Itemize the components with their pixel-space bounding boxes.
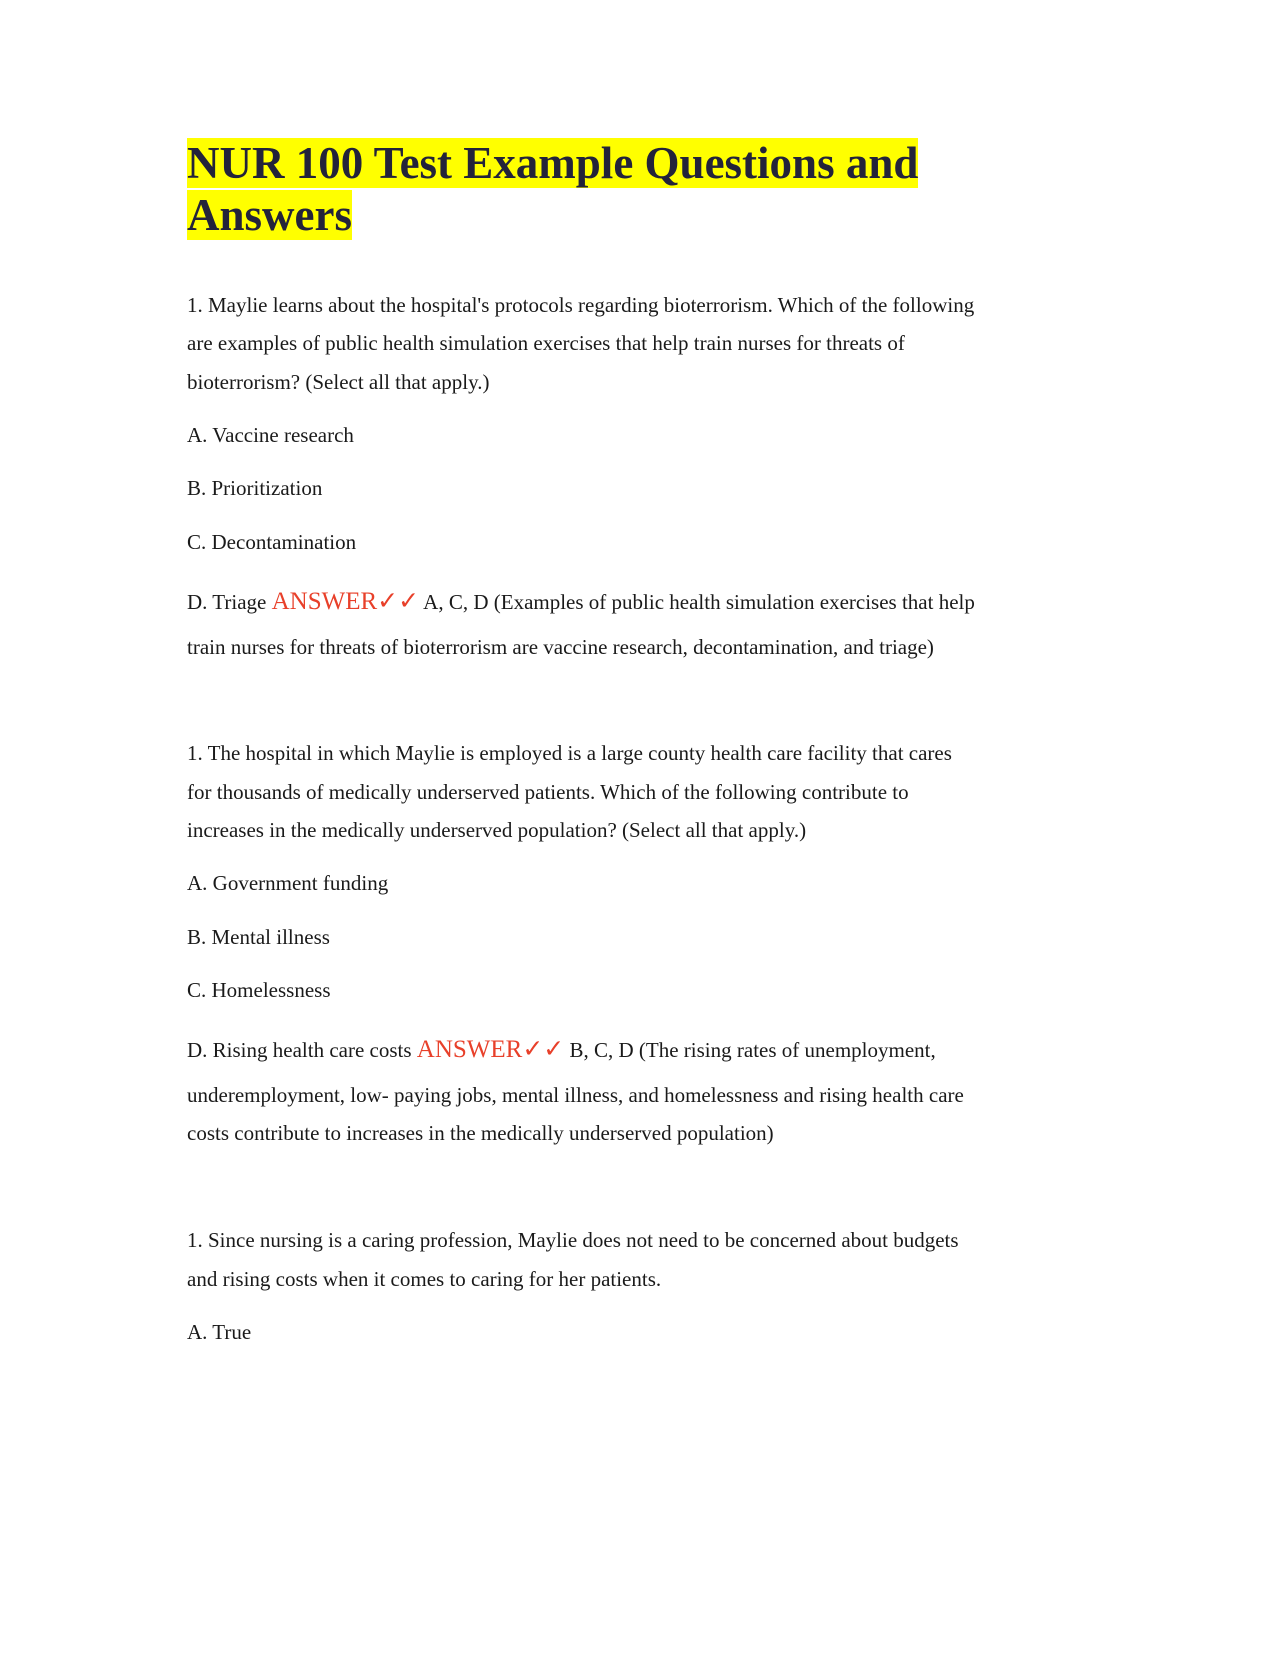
- question-1-option-a: A. Vaccine research: [187, 423, 354, 447]
- answer-label: ANSWER✓✓: [271, 588, 420, 615]
- question-2-option-b: B. Mental illness: [187, 925, 330, 949]
- question-2-option-c: C. Homelessness: [187, 978, 331, 1002]
- answer-explanation: train nurses for threats of bioterrorism are vaccine research, decontamination, and triage): [187, 635, 934, 659]
- question-1-text: are examples of public health simulation exercises that help train nurses for threats of: [187, 331, 905, 355]
- question-2-text: 1. The hospital in which Maylie is employed is a large county health care facility that cares: [187, 741, 952, 765]
- title-line-2: Answers: [187, 190, 352, 240]
- question-3-text: and rising costs when it comes to caring for her patients.: [187, 1267, 662, 1291]
- question-3-option-a: A. True: [187, 1320, 252, 1344]
- option-d: D. Rising health care costs: [187, 1038, 412, 1062]
- answer-label: ANSWER✓✓: [416, 1036, 565, 1063]
- question-1-text: 1. Maylie learns about the hospital's protocols regarding bioterrorism. Which of the following: [187, 293, 975, 317]
- question-1-option-b: B. Prioritization: [187, 476, 323, 500]
- question-2-option-d-answer: [187, 1037, 936, 1063]
- question-2-text: increases in the medically underserved population? (Select all that apply.): [187, 818, 807, 842]
- document-title: [187, 137, 918, 241]
- answer-text: B, C, D (The rising rates of unemployment,: [569, 1038, 936, 1062]
- question-1-option-d-answer: [187, 589, 975, 615]
- answer-explanation: underemployment, low- paying jobs, mental illness, and homelessness and rising health care: [187, 1083, 964, 1107]
- answer-text: A, C, D (Examples of public health simulation exercises that help: [423, 590, 975, 614]
- question-3-text: 1. Since nursing is a caring profession, Maylie does not need to be concerned about budgets: [187, 1228, 959, 1252]
- option-d: D. Triage: [187, 590, 267, 614]
- question-1-text: bioterrorism? (Select all that apply.): [187, 370, 490, 394]
- title-line-1: NUR 100 Test Example Questions and: [187, 138, 919, 188]
- question-2-option-a: A. Government funding: [187, 871, 389, 895]
- question-2-text: for thousands of medically underserved patients. Which of the following contribute to: [187, 780, 909, 804]
- answer-explanation: costs contribute to increases in the medically underserved population): [187, 1121, 774, 1145]
- question-1-option-c: C. Decontamination: [187, 530, 357, 554]
